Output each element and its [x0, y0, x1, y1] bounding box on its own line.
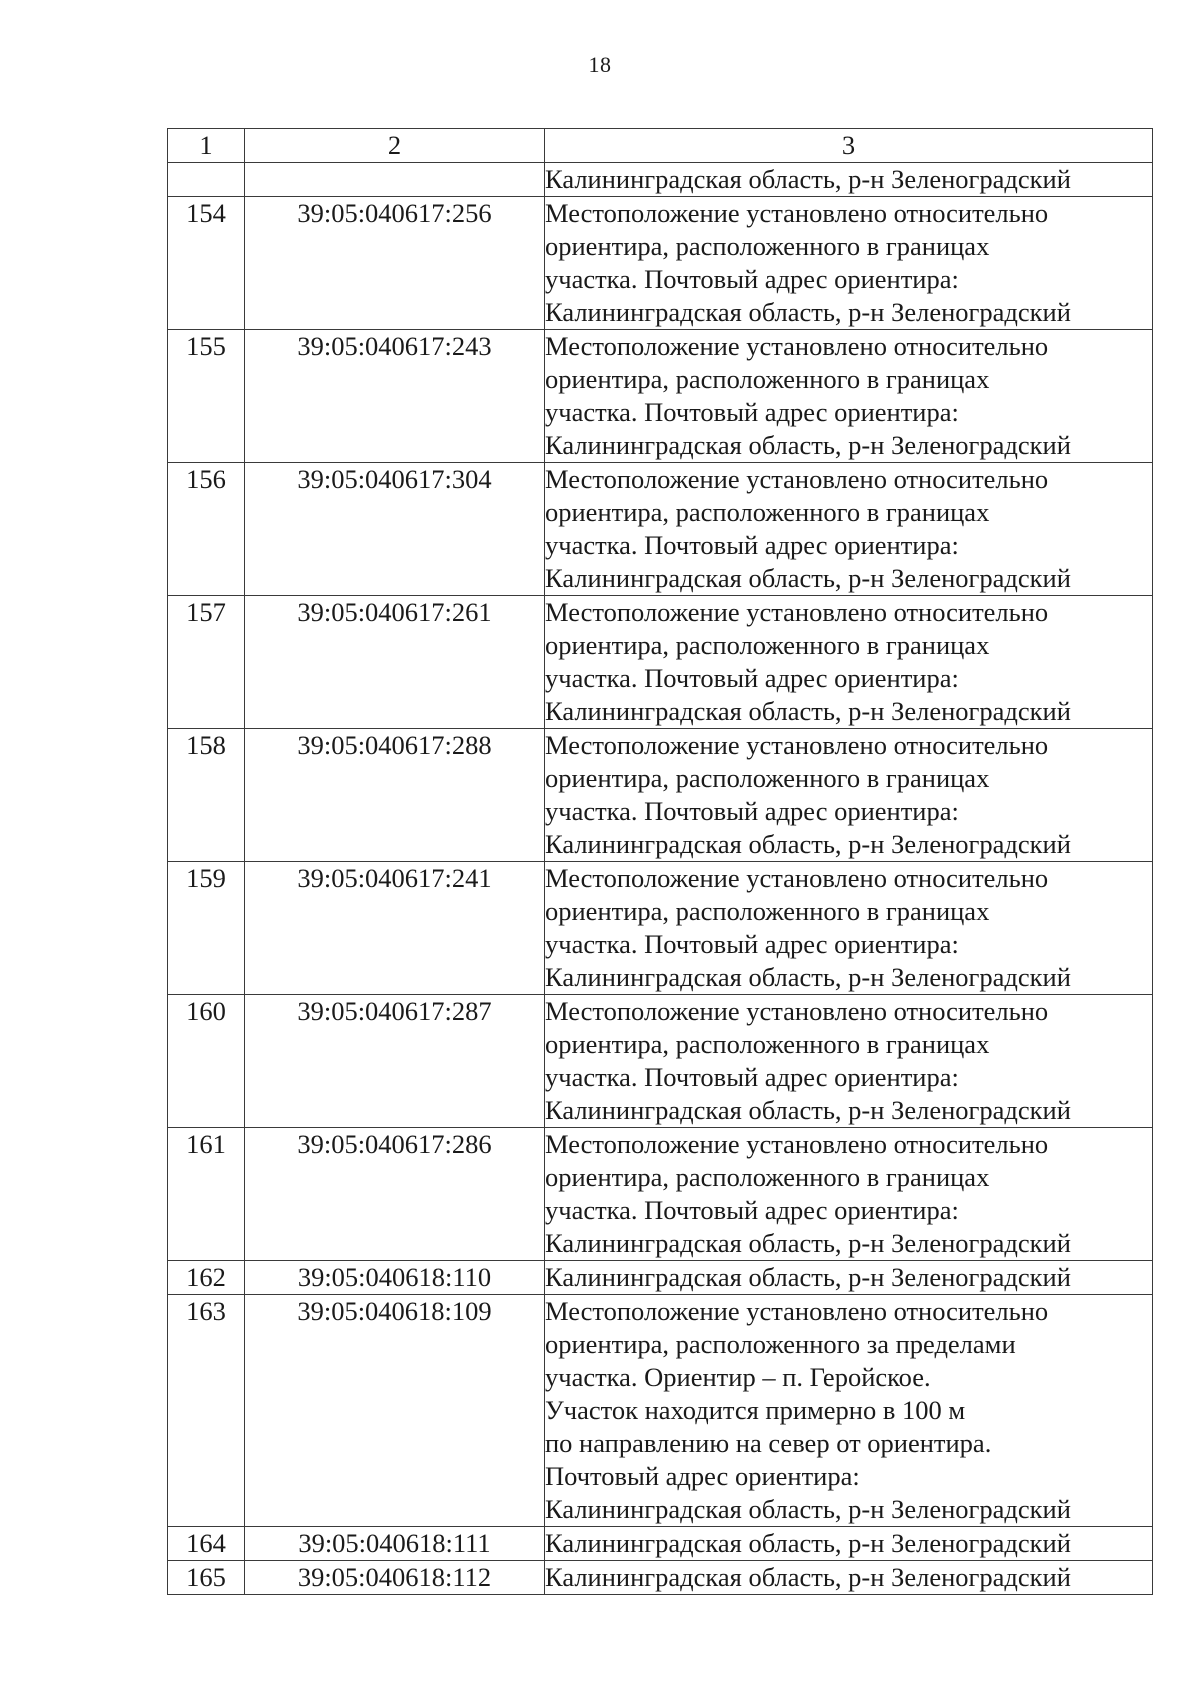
table-row: [168, 1261, 1153, 1295]
cadastral-number-cell: 39:05:040617:261: [245, 596, 545, 729]
table-row: [168, 729, 1153, 862]
row-number-cell: 164: [168, 1527, 245, 1561]
row-number-cell: 159: [168, 862, 245, 995]
table-row: [168, 1295, 1153, 1527]
cadastral-number-cell: 39:05:040617:286: [245, 1128, 545, 1261]
cadastral-number-cell: 39:05:040618:112: [245, 1561, 545, 1595]
row-number-cell: 155: [168, 330, 245, 463]
cadastral-number-cell: 39:05:040618:111: [245, 1527, 545, 1561]
address-cell: Местоположение установлено относительно ориентира, расположенного за пределами участка. Ориентир – п. Геройское. Участок находится примерно в 100 м по направлению на север от ориентира. Почтовый адрес ориентира: Калининградская область, р-н Зеленоградский: [545, 1295, 1153, 1527]
row-number-cell: 157: [168, 596, 245, 729]
row-number-cell: 163: [168, 1295, 245, 1527]
table-row: [168, 862, 1153, 995]
address-cell: Местоположение установлено относительно ориентира, расположенного в границах участка. Почтовый адрес ориентира: Калининградская область, р-н Зеленоградский: [545, 862, 1153, 995]
cadastral-number-cell: 39:05:040617:241: [245, 862, 545, 995]
address-cell: Калининградская область, р-н Зеленоградский: [545, 1261, 1153, 1295]
cadastral-number-cell: 39:05:040618:109: [245, 1295, 545, 1527]
address-cell: Калининградская область, р-н Зеленоградский: [545, 1527, 1153, 1561]
cadastral-number-cell: 39:05:040617:243: [245, 330, 545, 463]
address-cell: Местоположение установлено относительно ориентира, расположенного в границах участка. Почтовый адрес ориентира: Калининградская область, р-н Зеленоградский: [545, 330, 1153, 463]
row-number-cell: [168, 163, 245, 197]
row-number-cell: 156: [168, 463, 245, 596]
cadastral-number-cell: 39:05:040617:256: [245, 197, 545, 330]
row-number-cell: 160: [168, 995, 245, 1128]
address-cell: Местоположение установлено относительно ориентира, расположенного в границах участка. Почтовый адрес ориентира: Калининградская область, р-н Зеленоградский: [545, 463, 1153, 596]
row-number-cell: 162: [168, 1261, 245, 1295]
address-cell: Местоположение установлено относительно ориентира, расположенного в границах участка. Почтовый адрес ориентира: Калининградская область, р-н Зеленоградский: [545, 729, 1153, 862]
table-row: [168, 330, 1153, 463]
cadastral-number-cell: 39:05:040617:287: [245, 995, 545, 1128]
table-row: [168, 463, 1153, 596]
address-cell: Местоположение установлено относительно ориентира, расположенного в границах участка. Почтовый адрес ориентира: Калининградская область, р-н Зеленоградский: [545, 1128, 1153, 1261]
row-number-cell: 154: [168, 197, 245, 330]
cadastral-number-cell: [245, 163, 545, 197]
address-cell: Местоположение установлено относительно ориентира, расположенного в границах участка. Почтовый адрес ориентира: Калининградская область, р-н Зеленоградский: [545, 197, 1153, 330]
column-header-2: 2: [245, 129, 545, 163]
row-number-cell: 165: [168, 1561, 245, 1595]
cadastral-number-cell: 39:05:040617:304: [245, 463, 545, 596]
table-row: [168, 197, 1153, 330]
table-row: [168, 995, 1153, 1128]
land-plot-table: [167, 128, 1153, 1595]
table-row: [168, 1561, 1153, 1595]
row-number-cell: 161: [168, 1128, 245, 1261]
address-cell: Местоположение установлено относительно ориентира, расположенного в границах участка. Почтовый адрес ориентира: Калининградская область, р-н Зеленоградский: [545, 596, 1153, 729]
page-number: 18: [588, 52, 612, 77]
column-header-1: 1: [168, 129, 245, 163]
continuation-row: [168, 163, 1153, 197]
table-row: [168, 596, 1153, 729]
table-row: [168, 1527, 1153, 1561]
cadastral-number-cell: 39:05:040618:110: [245, 1261, 545, 1295]
table-row: [168, 1128, 1153, 1261]
cadastral-number-cell: 39:05:040617:288: [245, 729, 545, 862]
table-header-row: [168, 129, 1153, 163]
column-header-3: 3: [545, 129, 1153, 163]
row-number-cell: 158: [168, 729, 245, 862]
address-cell: Калининградская область, р-н Зеленоградский: [545, 163, 1153, 197]
address-cell: Калининградская область, р-н Зеленоградский: [545, 1561, 1153, 1595]
address-cell: Местоположение установлено относительно ориентира, расположенного в границах участка. Почтовый адрес ориентира: Калининградская область, р-н Зеленоградский: [545, 995, 1153, 1128]
